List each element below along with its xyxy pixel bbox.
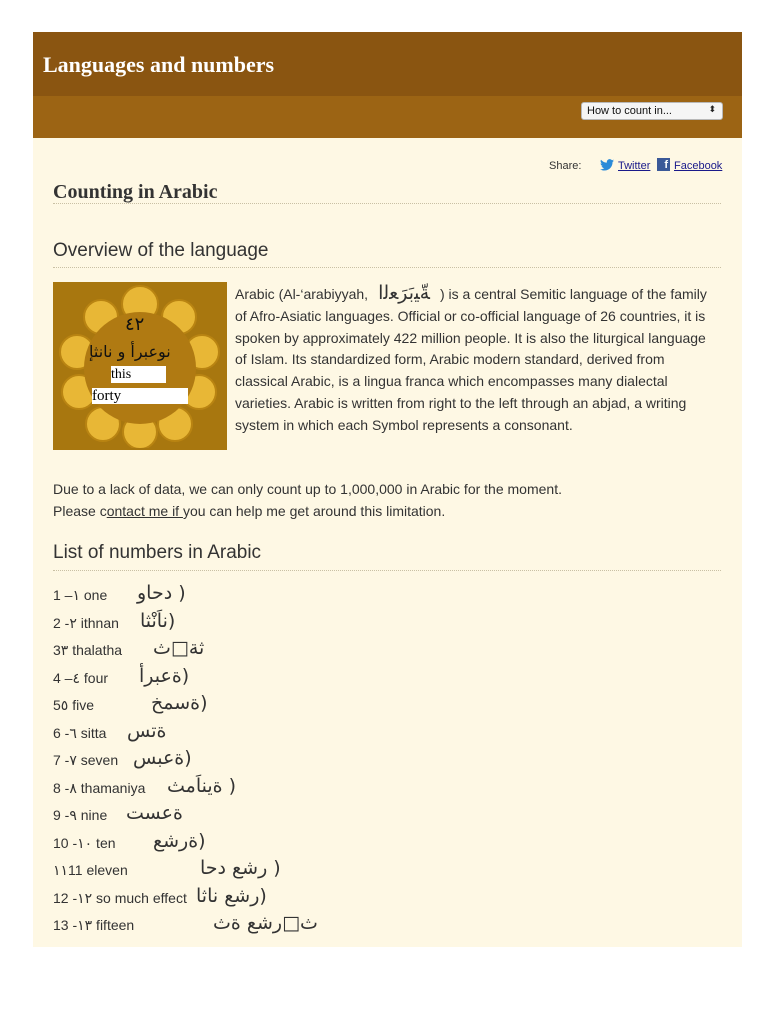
site-header: [33, 32, 742, 96]
overview-text-before: Arabic (Al-‘arabiyyah,: [235, 286, 369, 302]
number-arabic: ثة□ث: [153, 637, 205, 659]
number-label: 10 -١٠ ten: [53, 834, 116, 851]
contact-link[interactable]: ontact me if: [106, 503, 183, 519]
site-title[interactable]: Languages and numbers: [43, 52, 275, 77]
number-label: 12 -١٢ so much effect: [53, 889, 187, 906]
limit-note-before: Please c: [53, 503, 107, 519]
page-title: Counting in Arabic: [53, 181, 218, 203]
number-arabic: دحاو ): [137, 582, 186, 604]
arabic-number-image: [53, 282, 227, 450]
number-label: ١١11 eleven: [53, 862, 128, 878]
title-divider: [53, 203, 721, 204]
overview-heading: Overview of the language: [53, 240, 269, 261]
page-container: [33, 32, 742, 947]
twitter-link[interactable]: Twitter: [618, 160, 651, 172]
overview-text-after: ) is a central Semitic language of the family of Afro-Asiatic languages. Official or co-official language of 26 countries, it is spoken by approximately 422 million people. It is also the liturgical language of Islam. Its standardized form, Arabic modern standard, derived from classical Arabic, is a lingua franca which encompasses many dialectal varieties. Arabic is written from right to the left through an abjad, a writing system in which each Symbol represents a consonant.: [235, 286, 707, 433]
list-heading: List of numbers in Arabic: [53, 542, 262, 563]
image-caption-this: this: [111, 366, 166, 383]
overview-divider: [53, 267, 721, 268]
number-label: 6 -٦ sitta: [53, 724, 107, 741]
language-select[interactable]: [581, 102, 723, 120]
number-label: 7 -٧ seven: [53, 752, 119, 768]
image-caption-forty: forty: [92, 388, 188, 404]
arabic-language-name: ﺔّﻴﺑَﺮَﻌﻟا: [378, 282, 430, 304]
number-label: 2 -٢ ithnan: [53, 614, 119, 631]
number-arabic: ةسمخ): [151, 692, 208, 714]
twitter-icon[interactable]: [600, 159, 614, 171]
image-arabic-text: نوعبرأ و نانثإ: [89, 342, 171, 361]
number-arabic: ةعبس): [133, 747, 192, 769]
limit-note-line2: [53, 503, 445, 519]
number-arabic: رشع دحا ): [200, 857, 281, 879]
number-arabic: ةيناَمث ): [167, 774, 237, 797]
number-arabic: ناَنْثا): [140, 609, 176, 632]
nav-bar: [33, 96, 742, 138]
limit-note-after: you can help me get around this limitation.: [182, 503, 446, 519]
number-label: 8 -٨ thamaniya: [53, 779, 146, 796]
number-label: 9 -٩ nine: [53, 807, 108, 823]
number-arabic: ةرشع): [153, 829, 206, 852]
number-label: 5٥ five: [53, 697, 95, 713]
language-select-value: How to count in...: [587, 105, 672, 117]
limit-note-line1: Due to a lack of data, we can only count up to 1,000,000 in Arabic for the moment.: [53, 481, 562, 497]
number-arabic: رشع ناثا): [196, 884, 267, 907]
overview-paragraph: [235, 283, 711, 437]
image-number: ٤٢: [125, 314, 145, 335]
facebook-link[interactable]: Facebook: [674, 160, 723, 172]
number-label: 13 -١٣ fifteen: [53, 917, 135, 933]
number-arabic: ةتس: [127, 719, 167, 742]
number-arabic: ةعبرأ): [139, 664, 190, 687]
share-label: Share:: [549, 160, 582, 172]
number-arabic: ةعست: [126, 802, 183, 824]
number-label: 1 –١ one: [53, 587, 108, 603]
facebook-icon[interactable]: f: [657, 158, 670, 171]
select-arrows-icon: ⬍: [708, 104, 716, 114]
number-label: 4 –٤ four: [53, 669, 109, 686]
list-divider: [53, 570, 721, 571]
number-label: 3٣ thalatha: [53, 642, 123, 658]
number-arabic: ث□رشع ةث: [213, 912, 318, 934]
